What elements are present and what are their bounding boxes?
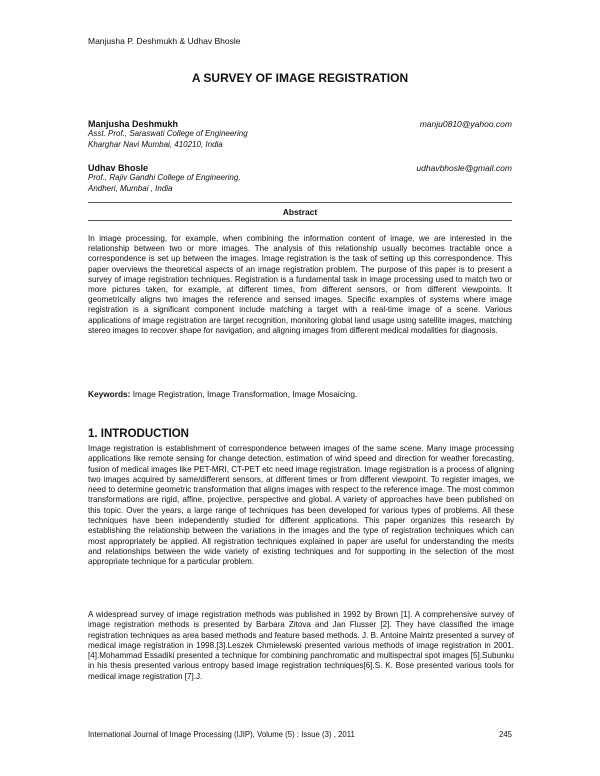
author-email: udhavbhosle@gmail.com — [416, 163, 512, 173]
abstract-text: In image processing, for example, when combining the information content of image, we are interested in the relationship between two or more images. The analysis of this relationship usually becomes tractable once a correspondence is set up between the images. Image registration is the task of setting up this correspondence. This paper overviews the theoretical aspects of an image registration problem. The purpose of this paper is to present a survey of image registration techniques. Registration is a fundamental task in image processing used to match two or more pictures taken, for example, at different times, from different sensors, or from different viewpoints. It geometrically aligns two images the reference and sensed images. Specific examples of systems where image registration is a significant component include matching a target with a real-time image of a scene. Various applications of image registration are target recognition, monitoring global land usage using satellite images, matching stereo images to recover shape for navigation, and aligning images from different medical modalities for diagnosis. — [88, 234, 512, 335]
page-number: 245 — [498, 730, 512, 739]
author-affiliation: Asst. Prof., Saraswati College of Engineering — [88, 129, 248, 138]
keywords-label: Keywords: — [88, 389, 131, 399]
author-block-1 — [88, 119, 512, 150]
keywords-text: Image Registration, Image Transformation, Image Mosaicing. — [130, 389, 358, 399]
paper-title: A SURVEY OF IMAGE REGISTRATION — [191, 71, 409, 85]
body-paragraph-1: Image registration is establishment of correspondence between images of the same scene. Many image processing applications like remote sensing for change detection, estimation of wind speed and direction for weather forecasting, fusion of medical images like PET-MRI, CT-PET etc need image registration. Image registration is a process of aligning two images acquired by same/different sensors, at different times or from different viewpoint. To register images, we need to determine geometric transformation that aligns images with respect to the reference image. The most common transformations are rigid, affine, projective, perspective and global. A variety of approaches have been published on this topic. Over the years, a large range of techniques has been developed for various types of problems. All these techniques have been independently studied for different applications. This paper organizes this research by establishing the relationship between the variations in the images and the type of registration techniques which can most appropriately be applied. All registration techniques explained in paper are useful for understanding the merits and relationships between the wide variety of existing techniques and for supporting in the selection of the most appropriate technique for a particular problem. — [88, 444, 514, 567]
section-heading: 1. INTRODUCTION — [88, 428, 189, 440]
divider-bottom — [88, 220, 512, 221]
author-name: Manjusha Deshmukh — [88, 119, 179, 129]
author-block-2 — [88, 163, 512, 194]
divider-top — [88, 202, 512, 203]
author-affiliation: Andheri, Mumbai , India — [88, 183, 173, 193]
author-affiliation: Prof., Rajiv Gandhi College of Engineering, — [88, 173, 241, 182]
running-head: Manjusha P. Deshmukh & Udhav Bhosle — [88, 36, 241, 46]
footer-journal: International Journal of Image Processing (IJIP), Volume (5) : Issue (3) , 2011 — [88, 730, 355, 739]
author-affiliation: Kharghar Navi Mumbai, 410210, India — [88, 139, 223, 149]
body-paragraph-2: A widespread survey of image registration methods was published in 1992 by Brown [1]. A comprehensive survey of image registration methods is presented by Barbara Zitova and Jan Flusser [2]. They have classified the image registration techniques as area based methods and feature based methods. J. B. Antoine Maintz presented a survey of medical image registration in 1998.[3].Leszek Chmielewski presented various methods of image registration in 2001.[4].Mohammad Essadiki presented a technique for combining panchromatic and multispectral spot images [5].Subunku in his thesis presented various entropy based image registration techniques[6].S. K. Bose presented various tools for medical image registration [7].J. — [88, 610, 514, 681]
author-email: manju0810@yahoo.com — [419, 119, 512, 129]
keywords — [88, 389, 512, 399]
author-name: Udhav Bhosle — [88, 163, 149, 173]
abstract-heading: Abstract — [282, 207, 318, 217]
